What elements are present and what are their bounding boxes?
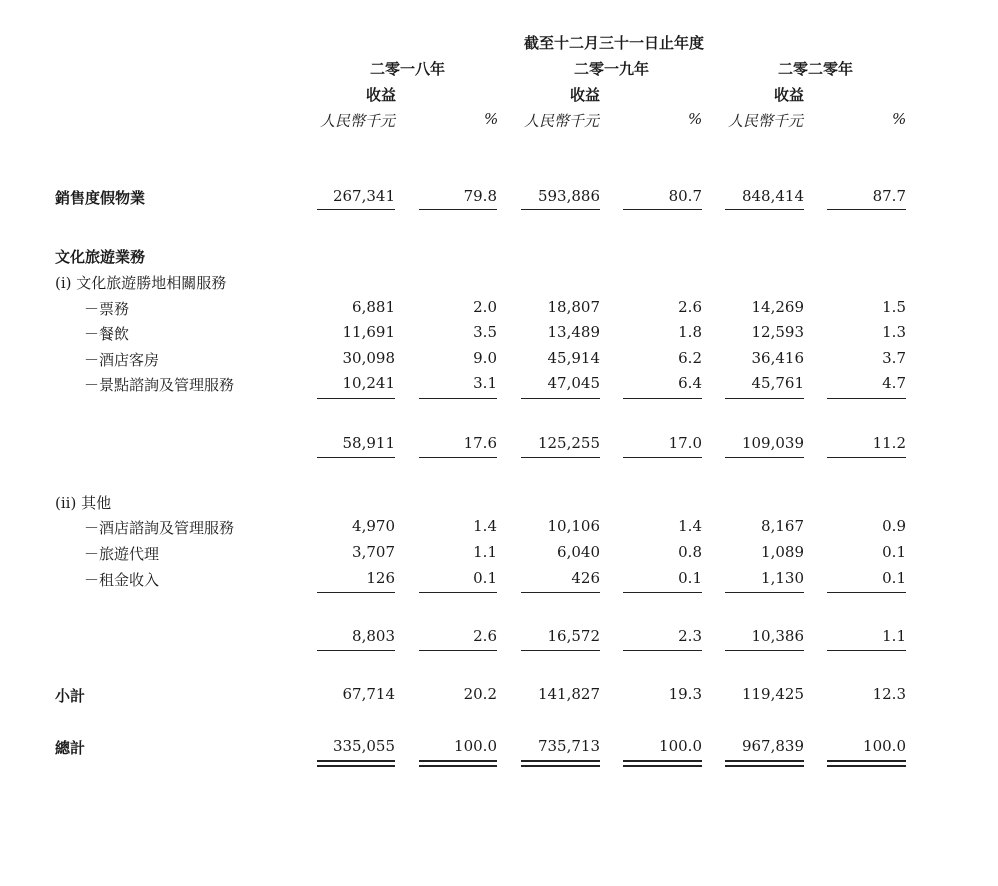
underline-rule	[827, 592, 906, 593]
cell-sales-holiday-rmb-2018: 267,341	[332, 187, 395, 205]
cell-hotel-consulting-pct-2019: 1.4	[678, 517, 702, 535]
cell-scenic-consulting-pct-2020: 4.7	[882, 374, 906, 392]
cell-hotel-rooms-pct-2018: 9.0	[473, 349, 497, 367]
underline-rule	[725, 592, 804, 593]
row-label-scenic-consulting: －景點諮詢及管理服務	[84, 376, 235, 394]
row-label-travel-agency: －旅遊代理	[84, 545, 160, 563]
year-2018: 二零一八年	[370, 60, 446, 78]
cell-subtotal-pct-2018: 20.2	[463, 685, 497, 703]
cell-hotel-consulting-pct-2020: 0.9	[882, 517, 906, 535]
underline-rule	[725, 209, 804, 210]
cell-sales-holiday-rmb-2020: 848,414	[741, 187, 804, 205]
cell-subtotal-rmb-2019: 141,827	[537, 685, 600, 703]
cell-subtotal-i-pct-2018: 17.6	[463, 434, 497, 452]
cell-rental-income-pct-2019: 0.1	[678, 569, 702, 587]
cell-subtotal-rmb-2018: 67,714	[342, 685, 395, 703]
double-underline-rule	[419, 760, 497, 767]
cell-total-pct-2020: 100.0	[863, 737, 906, 755]
cell-subtotal-i-rmb-2018: 58,911	[342, 434, 395, 452]
cell-travel-agency-rmb-2019: 6,040	[557, 543, 600, 561]
cell-subtotal-i-rmb-2020: 109,039	[741, 434, 804, 452]
underline-rule	[317, 592, 395, 593]
underline-rule	[419, 457, 497, 458]
row-label-section-ii: (ii) 其他	[55, 494, 112, 512]
double-underline-rule	[827, 760, 906, 767]
revenue-label-2018: 收益	[366, 86, 397, 104]
period-title: 截至十二月三十一日止年度	[524, 34, 705, 52]
row-label-ticketing: －票務	[84, 300, 130, 318]
unit-pct-2018: %	[484, 110, 499, 128]
cell-ticketing-pct-2020: 1.5	[882, 298, 906, 316]
cell-hotel-consulting-rmb-2020: 8,167	[761, 517, 804, 535]
underline-rule	[827, 209, 906, 210]
cell-hotel-consulting-rmb-2018: 4,970	[352, 517, 395, 535]
underline-rule	[521, 457, 600, 458]
cell-subtotal-ii-rmb-2019: 16,572	[547, 627, 600, 645]
revenue-label-2019: 收益	[570, 86, 601, 104]
cell-hotel-consulting-pct-2018: 1.4	[473, 517, 497, 535]
row-label-section-i: (i) 文化旅遊勝地相關服務	[55, 274, 227, 292]
cell-rental-income-pct-2018: 0.1	[473, 569, 497, 587]
cell-scenic-consulting-pct-2018: 3.1	[473, 374, 497, 392]
cell-catering-rmb-2020: 12,593	[751, 323, 804, 341]
cell-rental-income-rmb-2020: 1,130	[761, 569, 804, 587]
cell-travel-agency-pct-2019: 0.8	[678, 543, 702, 561]
underline-rule	[419, 592, 497, 593]
cell-hotel-rooms-rmb-2018: 30,098	[342, 349, 395, 367]
cell-subtotal-pct-2020: 12.3	[872, 685, 906, 703]
cell-ticketing-rmb-2018: 6,881	[352, 298, 395, 316]
cell-catering-rmb-2018: 11,691	[342, 323, 395, 341]
cell-rental-income-rmb-2018: 126	[366, 569, 395, 587]
cell-subtotal-i-pct-2020: 11.2	[872, 434, 906, 452]
underline-rule	[827, 650, 906, 651]
cell-ticketing-rmb-2020: 14,269	[751, 298, 804, 316]
cell-subtotal-ii-rmb-2020: 10,386	[751, 627, 804, 645]
underline-rule	[317, 398, 395, 399]
underline-rule	[521, 650, 600, 651]
double-underline-rule	[623, 760, 702, 767]
row-label-sales-holiday: 銷售度假物業	[55, 189, 146, 207]
underline-rule	[521, 592, 600, 593]
underline-rule	[725, 650, 804, 651]
year-2020: 二零二零年	[778, 60, 854, 78]
cell-total-pct-2019: 100.0	[659, 737, 702, 755]
cell-travel-agency-pct-2020: 0.1	[882, 543, 906, 561]
underline-rule	[317, 457, 395, 458]
cell-catering-pct-2018: 3.5	[473, 323, 497, 341]
cell-sales-holiday-rmb-2019: 593,886	[537, 187, 600, 205]
underline-rule	[623, 457, 702, 458]
underline-rule	[827, 457, 906, 458]
cell-total-rmb-2019: 735,713	[537, 737, 600, 755]
double-underline-rule	[725, 760, 804, 767]
cell-subtotal-pct-2019: 19.3	[668, 685, 702, 703]
row-label-total: 總計	[55, 739, 86, 757]
cell-subtotal-ii-pct-2018: 2.6	[473, 627, 497, 645]
cell-total-rmb-2020: 967,839	[741, 737, 804, 755]
row-label-hotel-rooms: －酒店客房	[84, 351, 160, 369]
revenue-label-2020: 收益	[774, 86, 805, 104]
double-underline-rule	[317, 760, 395, 767]
cell-subtotal-i-pct-2019: 17.0	[668, 434, 702, 452]
unit-rmb-2019: 人民幣千元	[524, 112, 600, 130]
cell-scenic-consulting-rmb-2020: 45,761	[751, 374, 804, 392]
underline-rule	[623, 398, 702, 399]
row-label-hotel-consulting: －酒店諮詢及管理服務	[84, 519, 235, 537]
cell-ticketing-pct-2019: 2.6	[678, 298, 702, 316]
unit-pct-2020: %	[892, 110, 907, 128]
cell-travel-agency-pct-2018: 1.1	[473, 543, 497, 561]
cell-travel-agency-rmb-2020: 1,089	[761, 543, 804, 561]
row-label-culture-tourism: 文化旅遊業務	[55, 248, 146, 266]
underline-rule	[623, 592, 702, 593]
cell-scenic-consulting-rmb-2018: 10,241	[342, 374, 395, 392]
cell-subtotal-rmb-2020: 119,425	[741, 685, 804, 703]
cell-subtotal-ii-pct-2019: 2.3	[678, 627, 702, 645]
cell-sales-holiday-pct-2019: 80.7	[668, 187, 702, 205]
cell-rental-income-pct-2020: 0.1	[882, 569, 906, 587]
cell-sales-holiday-pct-2020: 87.7	[872, 187, 906, 205]
year-2019: 二零一九年	[574, 60, 650, 78]
underline-rule	[623, 209, 702, 210]
cell-hotel-consulting-rmb-2019: 10,106	[547, 517, 600, 535]
unit-rmb-2020: 人民幣千元	[728, 112, 804, 130]
cell-catering-pct-2019: 1.8	[678, 323, 702, 341]
underline-rule	[725, 398, 804, 399]
underline-rule	[827, 398, 906, 399]
cell-hotel-rooms-rmb-2019: 45,914	[547, 349, 600, 367]
unit-pct-2019: %	[688, 110, 703, 128]
underline-rule	[521, 209, 600, 210]
cell-rental-income-rmb-2019: 426	[571, 569, 600, 587]
cell-subtotal-ii-rmb-2018: 8,803	[352, 627, 395, 645]
row-label-subtotal: 小計	[55, 687, 86, 705]
cell-ticketing-pct-2018: 2.0	[473, 298, 497, 316]
underline-rule	[317, 650, 395, 651]
underline-rule	[623, 650, 702, 651]
cell-hotel-rooms-pct-2019: 6.2	[678, 349, 702, 367]
row-label-catering: －餐飲	[84, 325, 130, 343]
underline-rule	[419, 650, 497, 651]
underline-rule	[317, 209, 395, 210]
row-label-rental-income: －租金收入	[84, 571, 160, 589]
underline-rule	[521, 398, 600, 399]
cell-ticketing-rmb-2019: 18,807	[547, 298, 600, 316]
cell-total-rmb-2018: 335,055	[332, 737, 395, 755]
cell-catering-pct-2020: 1.3	[882, 323, 906, 341]
cell-total-pct-2018: 100.0	[454, 737, 497, 755]
cell-subtotal-ii-pct-2020: 1.1	[882, 627, 906, 645]
cell-travel-agency-rmb-2018: 3,707	[352, 543, 395, 561]
cell-scenic-consulting-rmb-2019: 47,045	[547, 374, 600, 392]
underline-rule	[419, 398, 497, 399]
unit-rmb-2018: 人民幣千元	[320, 112, 396, 130]
cell-sales-holiday-pct-2018: 79.8	[463, 187, 497, 205]
underline-rule	[725, 457, 804, 458]
underline-rule	[419, 209, 497, 210]
cell-catering-rmb-2019: 13,489	[547, 323, 600, 341]
cell-hotel-rooms-pct-2020: 3.7	[882, 349, 906, 367]
double-underline-rule	[521, 760, 600, 767]
cell-scenic-consulting-pct-2019: 6.4	[678, 374, 702, 392]
cell-subtotal-i-rmb-2019: 125,255	[537, 434, 600, 452]
cell-hotel-rooms-rmb-2020: 36,416	[751, 349, 804, 367]
